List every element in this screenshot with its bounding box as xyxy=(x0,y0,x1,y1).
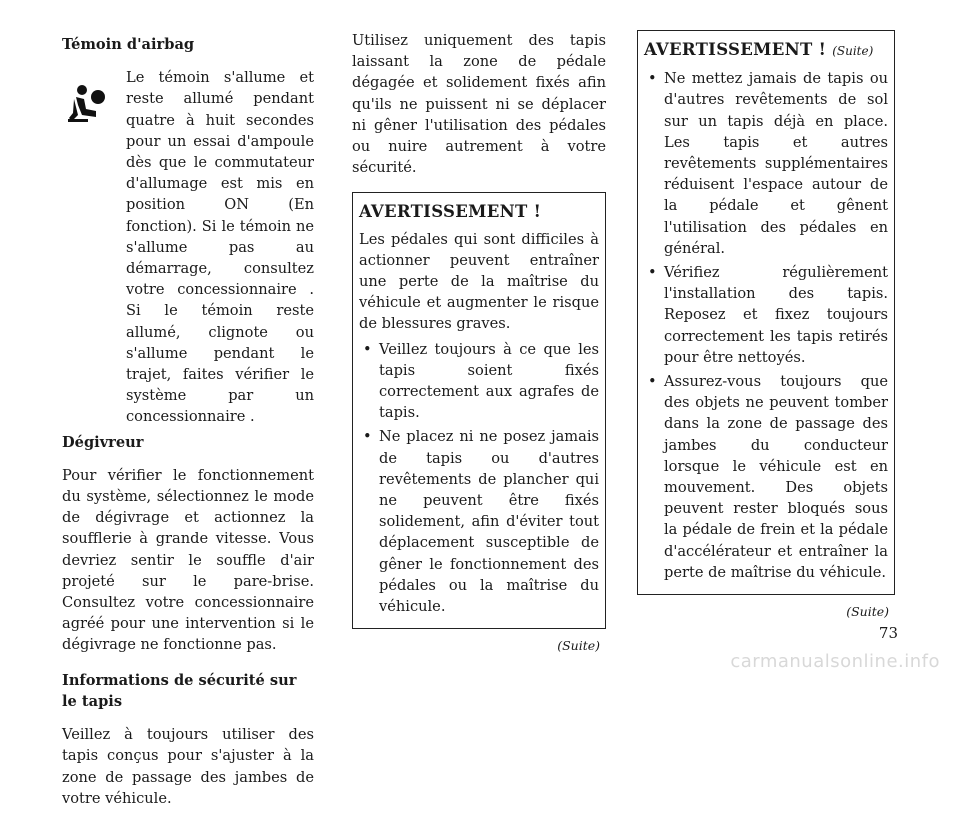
warning-list-item: • Vérifiez régulièrement l'installation des tapis. Reposez et fixez toujours correctement les tapis retirés pour être nettoyés. xyxy=(644,262,888,368)
warning-list-item: • Ne mettez jamais de tapis ou d'autres revêtements de sol sur un tapis déjà en place. Les tapis et autres revêtements supplémentaires réduisent l'espace autour de la pédale et gênent l'utilisation des pédales en général. xyxy=(644,68,888,259)
defroster-heading: Dégivreur xyxy=(62,433,144,451)
warning-list xyxy=(359,339,599,618)
airbag-heading: Témoin d'airbag xyxy=(62,36,195,53)
continued-label: (Suite) xyxy=(557,638,600,654)
warning-title-text: AVERTISSEMENT ! xyxy=(644,40,827,59)
warning-continued-label: (Suite) xyxy=(832,44,874,58)
mat-intro-text: Utilisez uniquement des tapis laissant la zone de pédale dégagée et solidement fixés afin qu'ils ne puissent ni se déplacer ni gêner l'utilisation des pédales ou nuire autrement à votre sécurité. xyxy=(352,32,606,177)
warning-box-continued xyxy=(637,30,895,595)
warning-text: Les pédales qui sont difficiles à actionner peuvent entraîner une perte de la maîtrise du véhicule et augmenter le risque de blessures graves. xyxy=(359,230,599,333)
right-column xyxy=(637,30,895,622)
warning-list-item: • Ne placez ni ne posez jamais de tapis ou d'autres revêtements de plancher qui ne peuvent être fixés solidement, afin d'éviter tout déplacement susceptible de gêner le fonctionnement des pédales ou la maîtrise du véhicule. xyxy=(359,426,599,617)
middle-column xyxy=(352,30,606,656)
continued-label: (Suite) xyxy=(846,604,889,620)
left-column xyxy=(62,30,314,823)
airbag-section xyxy=(62,67,314,427)
warning-box xyxy=(352,192,606,629)
warning-title-continued xyxy=(644,39,888,62)
watermark: carmanualsonline.info xyxy=(730,651,940,672)
warning-title: AVERTISSEMENT ! xyxy=(359,202,542,222)
mat-text: Veillez à toujours utiliser des tapis conçus pour s'ajuster à la zone de passage des jambes de votre véhicule. xyxy=(62,726,314,807)
mat-heading: Informations de sécurité sur le tapis xyxy=(62,671,297,710)
page-number: 73 xyxy=(878,624,898,642)
defroster-text: Pour vérifier le fonctionnement du système, sélectionnez le mode de dégivrage et actionnez la soufflerie à grande vitesse. Vous devriez sentir le souffle d'air projeté sur le pare-brise. Consultez votre concessionnaire agréé pour une intervention si le dégivrage ne fonctionne pas. xyxy=(62,466,314,654)
airbag-warning-icon xyxy=(62,81,108,127)
warning-list xyxy=(644,68,888,583)
airbag-text: Le témoin s'allume et reste allumé pendant quatre à huit secondes pour un essai d'ampoule dès que le commutateur d'allumage est mis en position ON (En fonction). Si le témoin ne s'allume pas au démarrage, consultez votre concessionnaire . Si le témoin reste allumé, clignote ou s'allume pendant le trajet, faites vérifier le système par un concessionnaire . xyxy=(126,69,314,426)
warning-list-item: • Assurez-vous toujours que des objets ne peuvent tomber dans la zone de passage des jambes du conducteur lorsque le véhicule est en mouvement. Des objets peuvent rester bloqués sous la pédale de frein et la pédale d'accélérateur et entraîner la perte de maîtrise du véhicule. xyxy=(644,371,888,583)
warning-list-item: • Veillez toujours à ce que les tapis soient fixés correctement aux agrafes de tapis. xyxy=(359,339,599,424)
